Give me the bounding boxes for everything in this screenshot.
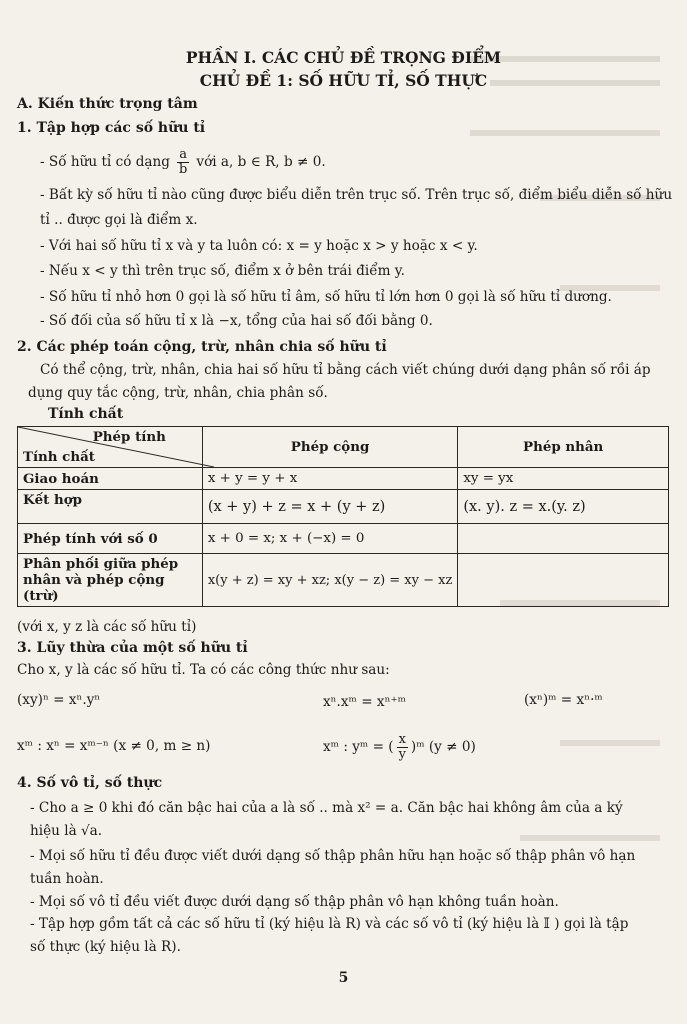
fraction-numerator: x bbox=[398, 732, 406, 747]
topic-title: CHỦ ĐỀ 1: SỐ HỮU TỈ, SỐ THỰC bbox=[199, 71, 488, 90]
quotient-pre: xᵐ : yᵐ = ( bbox=[323, 739, 394, 755]
cell-addition: (x + y) + z = x + (y + z) bbox=[202, 490, 458, 524]
table-row bbox=[18, 490, 669, 524]
quotient-post: )ᵐ (y ≠ 0) bbox=[410, 739, 476, 755]
column-header-addition: Phép cộng bbox=[202, 427, 458, 468]
fraction-denominator: y bbox=[398, 747, 406, 762]
square-root-text-2: hiệu là √a. bbox=[30, 823, 103, 839]
section-3-heading: 3. Lũy thừa của một số hữu tỉ bbox=[17, 640, 248, 656]
number-line-text-2: tỉ .. được gọi là điểm x. bbox=[40, 212, 198, 228]
power-formula-quotient bbox=[323, 733, 476, 762]
table-note: (với x, y z là các số hữu tỉ) bbox=[17, 619, 197, 635]
table-row bbox=[18, 554, 669, 607]
fraction-a-over-b bbox=[177, 148, 189, 177]
column-header-multiplication: Phép nhân bbox=[458, 427, 669, 468]
ordering-text: - Nếu x < y thì trên trục số, điểm x ở bên trái điểm y. bbox=[40, 263, 405, 279]
operations-para-2: dụng quy tắc cộng, trừ, nhân, chia phân số. bbox=[28, 385, 328, 401]
rational-form-line bbox=[40, 148, 326, 177]
section-a-heading: A. Kiến thức trọng tâm bbox=[17, 96, 198, 112]
part-title: PHẦN I. CÁC CHỦ ĐỀ TRỌNG ĐIỂM bbox=[185, 48, 502, 67]
cell-addition: x + y = y + x bbox=[202, 468, 458, 490]
powers-intro: Cho x, y là các số hữu tỉ. Ta có các công thức như sau: bbox=[17, 662, 390, 678]
corner-top-label: Phép tính bbox=[92, 429, 166, 445]
fraction-numerator: a bbox=[179, 147, 188, 162]
corner-bottom-label: Tính chất bbox=[23, 449, 95, 465]
square-root-text-1: - Cho a ≥ 0 khi đó căn bậc hai của a là số .. mà x² = a. Căn bậc hai không âm của a ký bbox=[30, 800, 623, 816]
cell-addition: x(y + z) = xy + xz; x(y − z) = xy − xz bbox=[202, 554, 458, 607]
table-header-row bbox=[18, 427, 669, 468]
row-name: Giao hoán bbox=[18, 468, 203, 490]
power-formula-product: (xy)ⁿ = xⁿ.yⁿ bbox=[17, 692, 101, 708]
row-name-line-1: Phân phối giữa phép bbox=[23, 556, 179, 572]
cell-multiplication: (x. y). z = x.(y. z) bbox=[458, 490, 669, 524]
fraction-denominator: b bbox=[179, 162, 188, 177]
table-row bbox=[18, 468, 669, 490]
irrational-text: - Mọi số vô tỉ đều viết được dưới dạng số thập phân vô hạn không tuần hoàn. bbox=[30, 894, 559, 910]
power-formula-multiply: xⁿ.xᵐ = xⁿ⁺ᵐ bbox=[323, 694, 406, 710]
section-4-heading: 4. Số vô tỉ, số thực bbox=[17, 775, 163, 791]
table-row bbox=[18, 524, 669, 554]
cell-multiplication bbox=[458, 554, 669, 607]
properties-subheading: Tính chất bbox=[48, 406, 124, 422]
opposite-text: - Số đối của số hữu tỉ x là −x, tổng của hai số đối bằng 0. bbox=[40, 313, 433, 329]
section-2-heading: 2. Các phép toán cộng, trừ, nhân chia số hữu tỉ bbox=[17, 339, 387, 355]
cell-multiplication bbox=[458, 524, 669, 554]
table-corner-cell bbox=[18, 427, 203, 468]
real-numbers-text-2: số thực (ký hiệu là R). bbox=[30, 939, 181, 955]
row-name-line-2: nhân và phép cộng (trừ) bbox=[23, 572, 165, 604]
power-formula-power: (xⁿ)ᵐ = xⁿ·ᵐ bbox=[524, 692, 603, 708]
decimal-text-2: tuần hoàn. bbox=[30, 871, 104, 887]
properties-table bbox=[17, 426, 669, 607]
real-numbers-text-1: - Tập hợp gồm tất cả các số hữu tỉ (ký hiệu là R) và các số vô tỉ (ký hiệu là 𝕀 ) gọi là tập bbox=[30, 916, 629, 932]
cell-addition: x + 0 = x; x + (−x) = 0 bbox=[202, 524, 458, 554]
sign-text: - Số hữu tỉ nhỏ hơn 0 gọi là số hữu tỉ âm, số hữu tỉ lớn hơn 0 gọi là số hữu tỉ dương. bbox=[40, 289, 612, 305]
row-name bbox=[18, 554, 203, 607]
row-name: Kết hợp bbox=[18, 490, 203, 524]
operations-para-1: Có thể cộng, trừ, nhân, chia hai số hữu tỉ bằng cách viết chúng dưới dạng phân số rồi áp bbox=[40, 362, 651, 378]
fraction-x-over-y bbox=[397, 733, 408, 762]
page-number: 5 bbox=[338, 970, 349, 986]
power-formula-divide: xᵐ : xⁿ = xᵐ⁻ⁿ (x ≠ 0, m ≥ n) bbox=[17, 738, 211, 754]
cell-multiplication: xy = yx bbox=[458, 468, 669, 490]
section-1-heading: 1. Tập hợp các số hữu tỉ bbox=[17, 120, 206, 136]
rational-form-post: với a, b ∈ R, b ≠ 0. bbox=[196, 154, 326, 170]
row-name: Phép tính với số 0 bbox=[18, 524, 203, 554]
number-line-text-1: - Bất kỳ số hữu tỉ nào cũng được biểu diễn trên trục số. Trên trục số, điểm biểu diễn số hữu bbox=[40, 187, 673, 203]
rational-form-pre: - Số hữu tỉ có dạng bbox=[40, 154, 170, 170]
comparison-text: - Với hai số hữu tỉ x và y ta luôn có: x = y hoặc x > y hoặc x < y. bbox=[40, 238, 478, 254]
decimal-text-1: - Mọi số hữu tỉ đều được viết dưới dạng số thập phân hữu hạn hoặc số thập phân vô hạn bbox=[30, 848, 636, 864]
